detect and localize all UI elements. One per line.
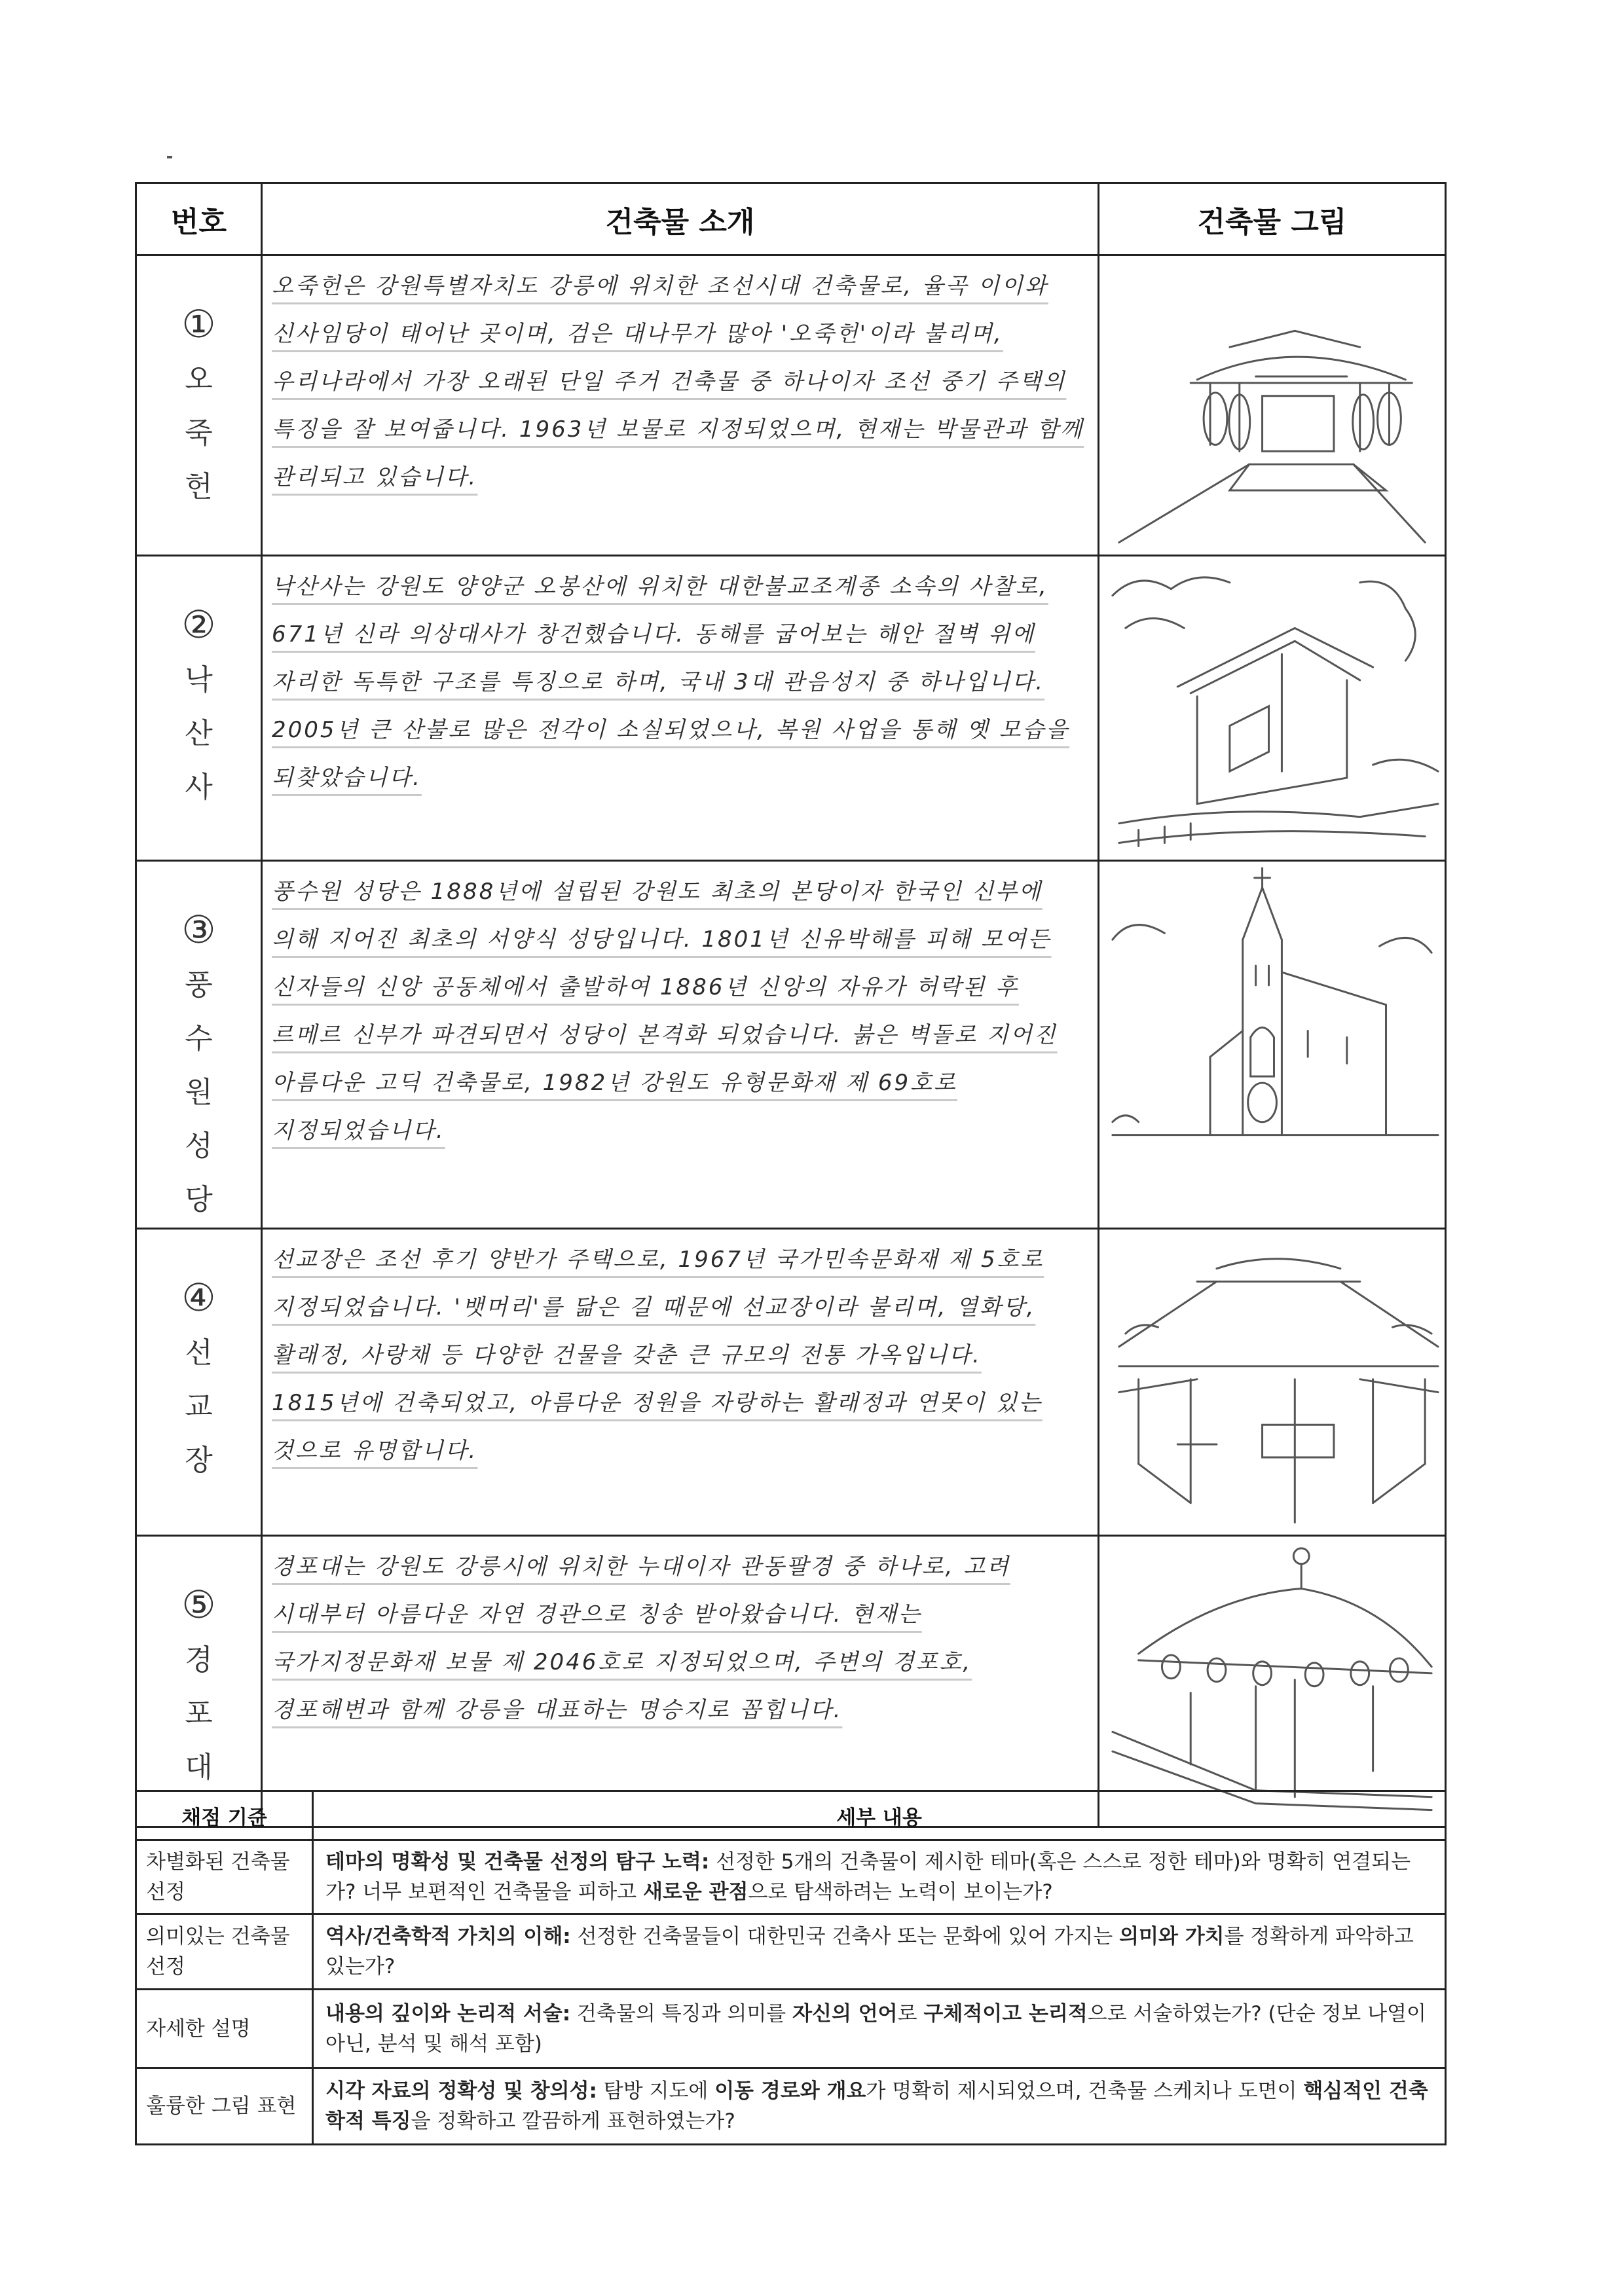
- header-drawing: 건축물 그림: [1099, 183, 1446, 255]
- entry-number: ②: [181, 602, 216, 647]
- page-corner-mark: [167, 156, 172, 158]
- criteria-detail-text: 를 정확하게 파악하고 있는가?: [325, 1925, 1414, 1978]
- gyeongpodae-pavilion-sketch-icon: [1099, 1537, 1445, 1825]
- entry-name: 선 교 장: [185, 1336, 213, 1477]
- criteria-detail: [313, 1990, 1446, 2068]
- entry-number-cell: [136, 255, 262, 556]
- entry-number-cell: [136, 1536, 262, 1827]
- criteria-name: 차별화된 건축물 선정: [136, 1840, 313, 1914]
- seongyojang-house-sketch-icon: [1099, 1228, 1446, 1535]
- criteria-detail: [313, 1914, 1446, 1990]
- criteria-detail-text: 으로 탐색하려는 노력이 보이는가?: [748, 1880, 1053, 1904]
- criteria-detail: [313, 1840, 1446, 1914]
- criteria-detail-text: 을 정확하고 깔끔하게 표현하였는가?: [411, 2109, 735, 2133]
- criteria-detail-emphasis: 시각 자료의 정확성 및 창의성:: [325, 2079, 597, 2103]
- criteria-row: [136, 1990, 1446, 2068]
- pungsuwon-cathedral-sketch-icon: [1099, 860, 1446, 1228]
- criteria-detail: [313, 2068, 1446, 2145]
- table-row: [136, 1536, 1446, 1827]
- entry-description-cell: [262, 556, 1099, 860]
- criteria-detail-text: 선정한 5개의 건축물이 제시한 테마(혹은 스스로 정한 테마)와 명확히 연결되는가? 너무 보편적인 건축물을 피하고: [325, 1850, 1411, 1904]
- criteria-header-row: [136, 1791, 1446, 1840]
- criteria-detail-text: 으로 서술하였는가? (단순 정보 나열이 아닌, 분석 및 해석 포함): [325, 2001, 1426, 2056]
- criteria-detail-emphasis: 새로운 관점: [642, 1880, 748, 1904]
- criteria-name: 자세한 설명: [136, 1990, 313, 2068]
- table-row: [136, 556, 1446, 860]
- entry-name: 낙 산 사: [185, 663, 213, 805]
- criteria-detail-text: 탐방 지도에: [597, 2079, 715, 2103]
- entry-number: ④: [181, 1275, 216, 1320]
- entry-description-cell: [262, 255, 1099, 556]
- criteria-name: 의미있는 건축물 선정: [136, 1914, 313, 1990]
- entry-description: 경포대는 강원도 강릉시에 위치한 누대이자 관동팔경 중 하나로, 고려 시대부터 아름다운 자연 경관으로 칭송 받아왔습니다. 현재는 국가지정문화재 보물 제 2046호로 지정되었으며, 주변의 경포호, 경포해변과 함께 강릉을 대표하는 명승지로 꼽힙니다.: [272, 1554, 1010, 1724]
- gyeongpodae-pavilion-sketch-icon: [1099, 1536, 1446, 1827]
- entry-description-cell: [262, 1228, 1099, 1535]
- criteria-row: [136, 1914, 1446, 1990]
- criteria-header-criterion: 채점 기준: [136, 1791, 313, 1840]
- header-number: 번호: [136, 183, 262, 255]
- entry-description: 오죽헌은 강원특별자치도 강릉에 위치한 조선시대 건축물로, 율곡 이이와 신사임당이 태어난 곳이며, 검은 대나무가 많아 '오죽헌'이라 불리며, 우리나라에서 가장 오래된 단일 주거 건축물 중 하나이자 조선 중기 주택의 특징을 잘 보여줍니다. 1963년 보물로 지정되었으며, 현재는 박물관과 함께 관리되고 있습니다.: [272, 273, 1084, 490]
- criteria-detail-text: 가 명확히 제시되었으며, 건축물 스케치나 도면이: [866, 2079, 1304, 2103]
- table-row: [136, 1228, 1446, 1535]
- entry-description: 낙산사는 강원도 양양군 오봉산에 위치한 대한불교조계종 소속의 사찰로, 671년 신라 의상대사가 창건했습니다. 동해를 굽어보는 해안 절벽 위에 자리한 독특한 구조를 특징으로 하며, 국내 3대 관음성지 중 하나입니다. 2005년 큰 산불로 많은 전각이 소실되었으나, 복원 사업을 통해 옛 모습을 되찾았습니다.: [272, 574, 1070, 792]
- criteria-detail-emphasis: 의미와 가치: [1119, 1925, 1225, 1948]
- criteria-row: [136, 1840, 1446, 1914]
- criteria-detail-emphasis: 역사/건축학적 가치의 이해:: [325, 1925, 571, 1948]
- table-header-row: [136, 183, 1446, 255]
- entry-name: 오 죽 헌: [185, 363, 213, 503]
- entry-description: 선교장은 조선 후기 양반가 주택으로, 1967년 국가민속문화재 제 5호로 지정되었습니다. '뱃머리'를 닮은 길 때문에 선교장이라 불리며, 열화당, 활래정, 사랑채 등 다양한 건물을 갖춘 큰 규모의 전통 가옥입니다. 1815년에 건축되었고, 아름다운 정원을 자랑하는 활래정과 연못이 있는 것으로 유명합니다.: [272, 1246, 1044, 1464]
- entry-number: ①: [181, 302, 216, 346]
- criteria-detail-emphasis: 내용의 깊이와 논리적 서술:: [325, 2001, 571, 2026]
- criteria-detail-emphasis: 자신의 언어: [792, 2001, 898, 2026]
- entry-number-cell: [136, 1228, 262, 1535]
- table-row: [136, 860, 1446, 1228]
- entry-number-cell: [136, 556, 262, 860]
- seongyojang-house-sketch-icon: [1099, 1230, 1445, 1535]
- criteria-detail-text: 건축물의 특징과 의미를: [570, 2001, 793, 2026]
- ojukheon-house-sketch-icon: [1099, 256, 1445, 555]
- criteria-table: [135, 1790, 1447, 2145]
- criteria-name: 훌륭한 그림 표현: [136, 2068, 313, 2145]
- entry-number-cell: [136, 860, 262, 1228]
- criteria-detail-emphasis: 이동 경로와 개요: [714, 2079, 866, 2103]
- criteria-detail-emphasis: 테마의 명확성 및 건축물 선정의 탐구 노력:: [325, 1850, 710, 1874]
- table-row: [136, 255, 1446, 556]
- naksansa-temple-sketch-icon: [1099, 556, 1445, 859]
- entry-description-cell: [262, 1536, 1099, 1827]
- criteria-detail-text: 선정한 건축물들이 대한민국 건축사 또는 문화에 있어 가지는: [570, 1925, 1120, 1948]
- naksansa-temple-sketch-icon: [1099, 556, 1446, 860]
- entry-description: 풍수원 성당은 1888년에 설립된 강원도 최초의 본당이자 한국인 신부에 의해 지어진 최초의 서양식 성당입니다. 1801년 신유박해를 피해 모여든 신자들의 신앙 공동체에서 출발하여 1886년 신앙의 자유가 허락된 후 르메르 신부가 파견되면서 성당이 본격화 되었습니다. 붉은 벽돌로 지어진 아름다운 고딕 건축물로, 1982년 강원도 유형문화재 제 69호로 지정되었습니다.: [272, 878, 1058, 1144]
- criteria-row: [136, 2068, 1446, 2145]
- criteria-detail-emphasis: 핵심적인 건축학적 특징: [325, 2079, 1428, 2133]
- entry-number: ⑤: [181, 1582, 216, 1628]
- architecture-table: [135, 182, 1447, 1828]
- entry-description-cell: [262, 860, 1099, 1228]
- entry-number: ③: [181, 907, 216, 952]
- criteria-detail-text: 로: [897, 2001, 924, 2026]
- header-intro: 건축물 소개: [262, 183, 1099, 255]
- entry-name: 풍 수 원 성 당: [185, 968, 213, 1216]
- entry-name: 경 포 대: [185, 1643, 213, 1785]
- ojukheon-house-sketch-icon: [1099, 255, 1446, 556]
- criteria-detail-emphasis: 구체적이고 논리적: [923, 2001, 1088, 2026]
- criteria-header-detail: 세부 내용: [313, 1791, 1446, 1840]
- pungsuwon-cathedral-sketch-icon: [1099, 862, 1445, 1161]
